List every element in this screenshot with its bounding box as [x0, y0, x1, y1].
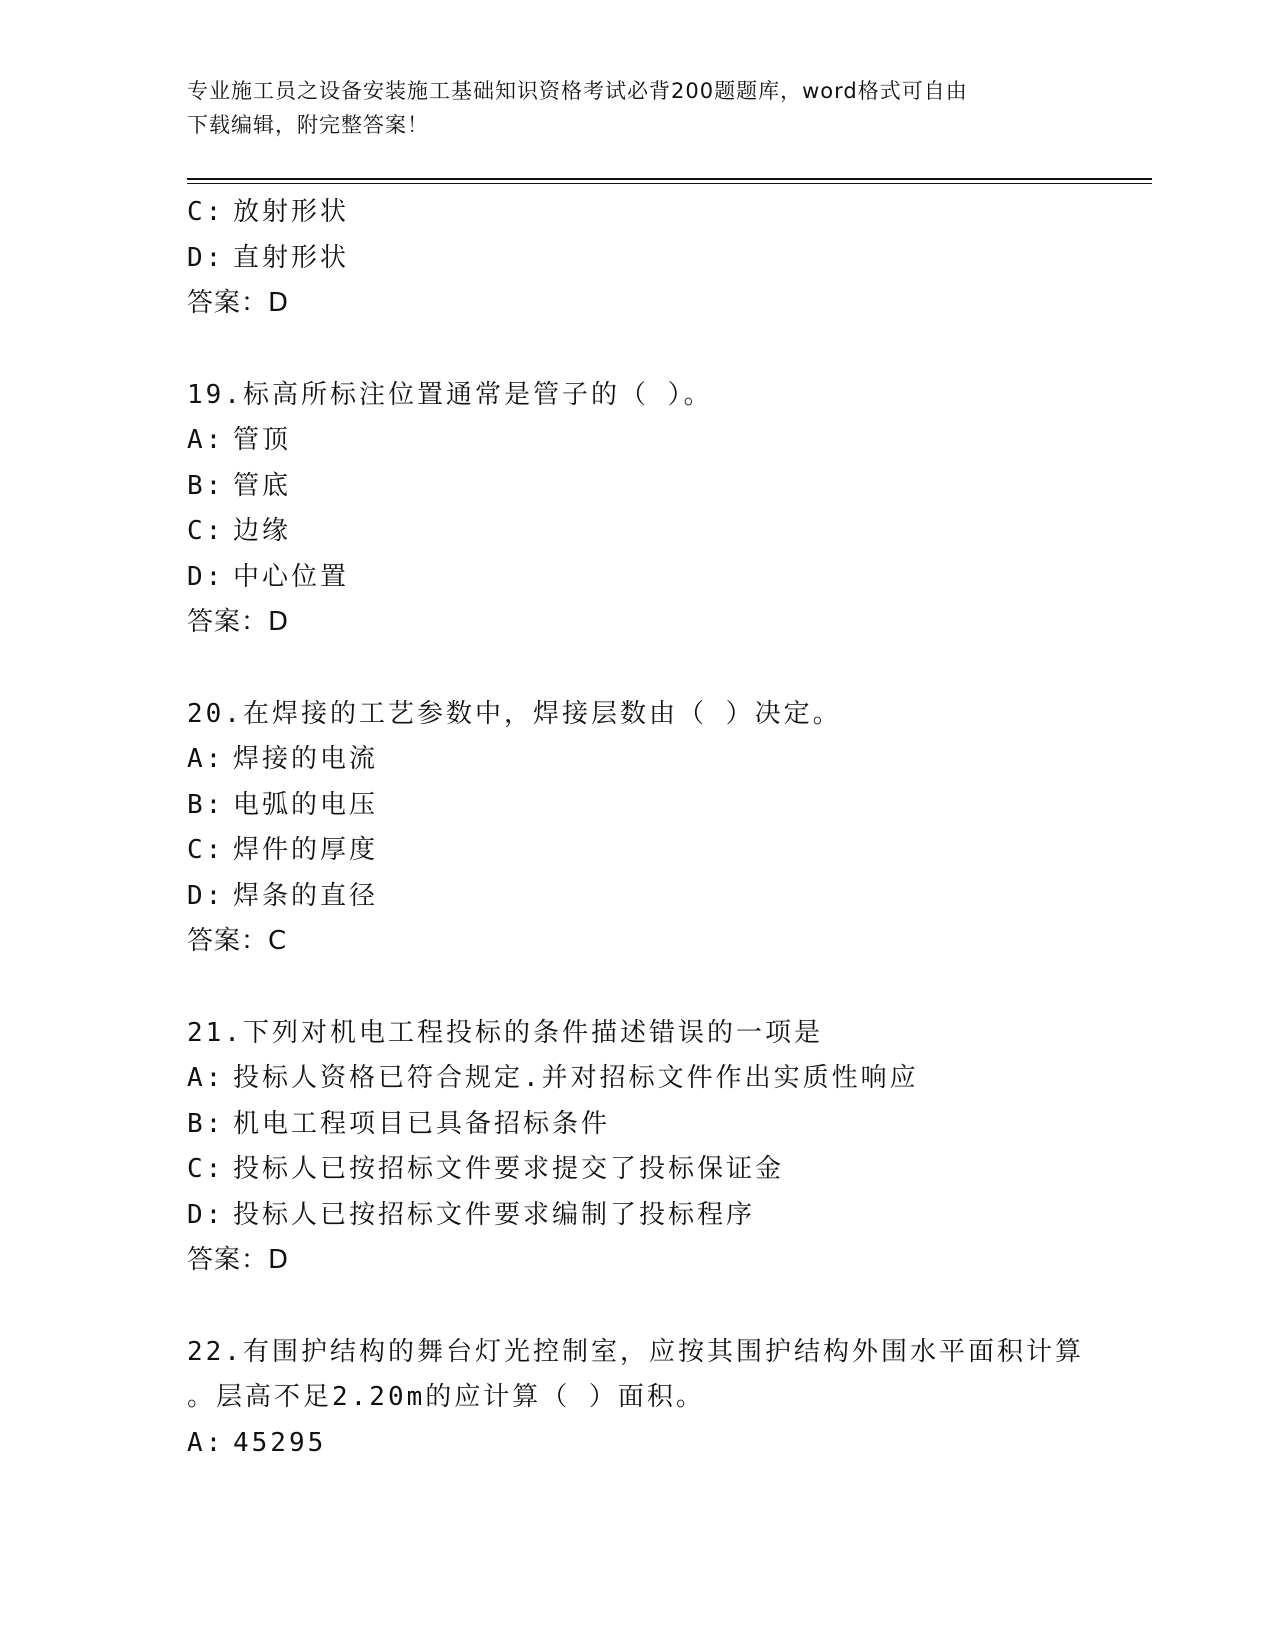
- option-a: [187, 737, 1137, 783]
- option-text: 投标人已按招标文件要求编制了投标程序: [233, 1199, 756, 1230]
- answer-line: 答案：D: [187, 288, 290, 318]
- option-c: [187, 509, 1137, 555]
- option-text: 电弧的电压: [233, 789, 379, 820]
- question-block-prev: [187, 190, 1137, 327]
- spacer: [187, 965, 1137, 1011]
- option-text: 焊接的电流: [233, 744, 379, 774]
- question-text-line-1: 22.有围护结构的舞台灯光控制室，应按其围护结构外围水平面积计算: [187, 1336, 1084, 1367]
- option-key: A:: [187, 425, 225, 455]
- spacer: [187, 1284, 1137, 1330]
- option-b: [187, 1102, 1137, 1148]
- question-text: 21.下列对机电工程投标的条件描述错误的一项是: [187, 1017, 823, 1048]
- option-c: [187, 828, 1137, 874]
- option-key: C:: [187, 516, 225, 546]
- option-key: A:: [187, 1063, 225, 1093]
- option-b: [187, 783, 1137, 829]
- option-key: D:: [187, 1199, 225, 1230]
- question-block-19: [187, 373, 1137, 646]
- option-text: 焊件的厚度: [233, 835, 379, 865]
- question-text-line-2: 。层高不足2.20m的应计算（ ）面积。: [187, 1382, 705, 1412]
- option-b: [187, 464, 1137, 510]
- option-key: D:: [187, 242, 225, 273]
- spacer: [187, 327, 1137, 373]
- option-text: 放射形状: [233, 197, 350, 227]
- option-text: 管顶: [233, 425, 292, 455]
- option-text: 45295: [233, 1427, 327, 1458]
- option-c: [187, 1147, 1137, 1193]
- option-key: B:: [187, 1108, 225, 1139]
- spacer: [187, 646, 1137, 692]
- option-d: [187, 555, 1137, 601]
- option-key: B:: [187, 470, 225, 501]
- option-c: [187, 190, 1137, 236]
- option-key: C:: [187, 835, 225, 865]
- option-text: 中心位置: [233, 561, 350, 592]
- header-divider-thick: [187, 178, 1152, 180]
- question-block-22: [187, 1330, 1137, 1467]
- option-key: B:: [187, 789, 225, 820]
- option-key: D:: [187, 880, 225, 911]
- option-d: [187, 1193, 1137, 1239]
- option-text: 边缘: [233, 516, 292, 546]
- option-d: [187, 874, 1137, 920]
- question-block-20: [187, 692, 1137, 965]
- option-text: 投标人资格已符合规定.并对招标文件作出实质性响应: [233, 1063, 919, 1093]
- option-d: [187, 236, 1137, 282]
- option-a: [187, 1421, 1137, 1467]
- answer-line: 答案：D: [187, 607, 290, 637]
- header-line-1: 专业施工员之设备安装施工基础知识资格考试必背200题题库，word格式可自由: [187, 79, 968, 103]
- question-text: 20.在焊接的工艺参数中，焊接层数由（ ）决定。: [187, 698, 842, 729]
- option-text: 机电工程项目已具备招标条件: [233, 1108, 611, 1139]
- option-key: A:: [187, 744, 225, 774]
- option-text: 直射形状: [233, 242, 350, 273]
- option-text: 投标人已按招标文件要求提交了投标保证金: [233, 1154, 785, 1184]
- option-key: A:: [187, 1427, 225, 1458]
- answer-line: 答案：D: [187, 1245, 290, 1275]
- option-a: [187, 1056, 1137, 1102]
- option-key: C:: [187, 1154, 225, 1184]
- question-block-21: [187, 1011, 1137, 1284]
- header-line-2: 下载编辑，附完整答案！: [187, 113, 429, 137]
- header-divider-thin: [187, 183, 1152, 184]
- document-header: [187, 74, 1087, 142]
- option-key: C:: [187, 197, 225, 227]
- option-text: 焊条的直径: [233, 880, 379, 911]
- option-key: D:: [187, 561, 225, 592]
- option-a: [187, 418, 1137, 464]
- option-text: 管底: [233, 470, 292, 501]
- answer-line: 答案：C: [187, 926, 288, 956]
- question-text: 19.标高所标注位置通常是管子的（ ）。: [187, 379, 713, 410]
- question-list: [187, 190, 1137, 1466]
